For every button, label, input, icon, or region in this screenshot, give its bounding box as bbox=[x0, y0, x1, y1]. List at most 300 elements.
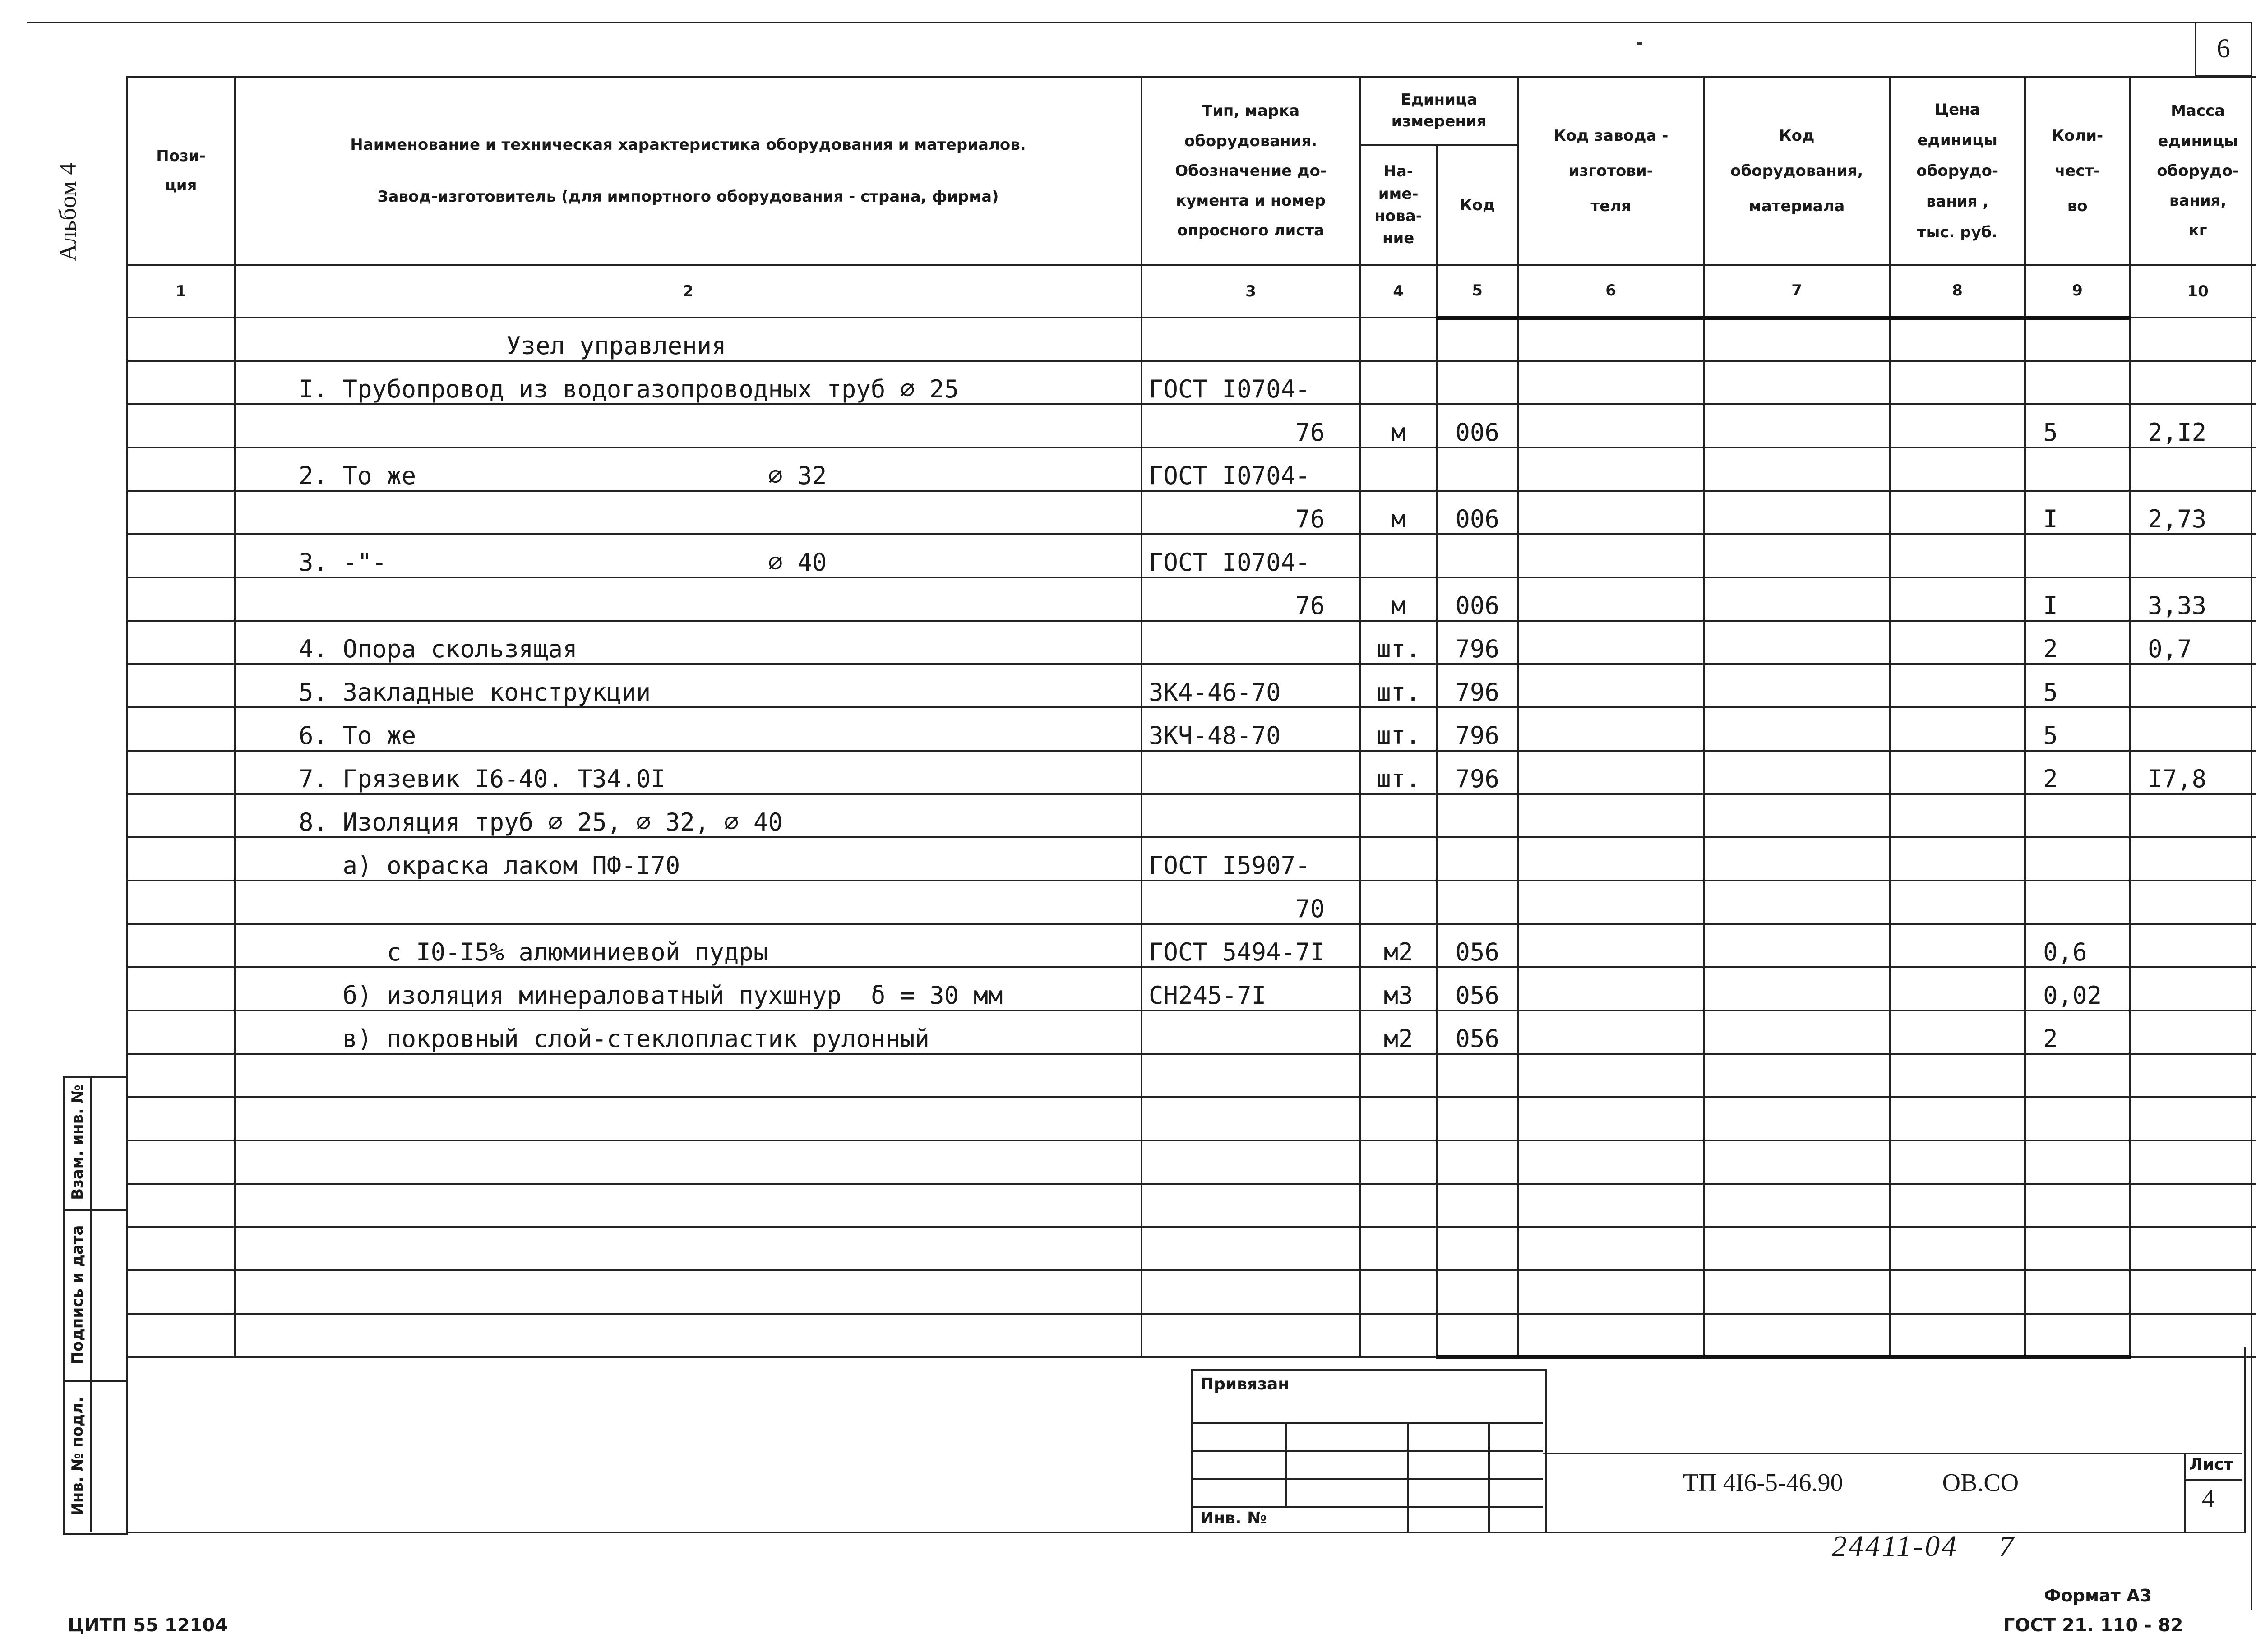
table-row bbox=[127, 1270, 2256, 1314]
cell-unit: м bbox=[1360, 491, 1437, 534]
handwritten-digit: 7 bbox=[1999, 1530, 2016, 1563]
cell-quantity: 2 bbox=[2025, 621, 2130, 664]
cell-mass bbox=[2130, 534, 2256, 577]
header-mass: Масса единицы оборудо- вания, кг bbox=[2130, 77, 2256, 265]
header-position: Пози- ция bbox=[127, 77, 235, 265]
header-factory-code: Код завода - изготови- теля bbox=[1518, 77, 1704, 265]
cell-equipment-code bbox=[1704, 1270, 1890, 1314]
cell-name bbox=[235, 881, 1142, 924]
privyazan-label: Привязан bbox=[1200, 1375, 1290, 1394]
cell-quantity bbox=[2025, 1140, 2130, 1184]
cell-price bbox=[1890, 794, 2025, 837]
cell-type bbox=[1142, 621, 1360, 664]
cell-name: 5. Закладные конструкции bbox=[235, 664, 1142, 707]
cell-mass bbox=[2130, 664, 2256, 707]
cell-type: ЗКЧ-48-70 bbox=[1142, 707, 1360, 751]
cell-name bbox=[235, 404, 1142, 448]
col-number-8: 8 bbox=[1890, 265, 2025, 318]
header-price: Цена единицы оборудо- вания , тыс. руб. bbox=[1890, 77, 2025, 265]
cell-type: ГОСТ 5494-7I bbox=[1142, 924, 1360, 967]
cell-quantity bbox=[2025, 534, 2130, 577]
cell-price bbox=[1890, 1140, 2025, 1184]
cell-unit: м bbox=[1360, 577, 1437, 621]
side-strip-line bbox=[63, 1209, 126, 1211]
table-row bbox=[127, 751, 2256, 794]
cell-equipment-code bbox=[1704, 1227, 1890, 1270]
cell-name: 6. То же bbox=[235, 707, 1142, 751]
cell-factory-code bbox=[1518, 1097, 1704, 1140]
cell-price bbox=[1890, 318, 2025, 361]
side-label-inv-podl: Инв. № подл. bbox=[69, 1397, 87, 1516]
cell-unit bbox=[1360, 1227, 1437, 1270]
table-row bbox=[127, 448, 2256, 491]
cell-unit-code: 056 bbox=[1437, 1011, 1518, 1054]
cell-equipment-code bbox=[1704, 707, 1890, 751]
cell-unit: шт. bbox=[1360, 707, 1437, 751]
cell-unit bbox=[1360, 1270, 1437, 1314]
cell-type bbox=[1142, 1227, 1360, 1270]
cell-unit: шт. bbox=[1360, 664, 1437, 707]
cell-name: Узел управления bbox=[235, 318, 1142, 361]
cell-position bbox=[127, 1011, 235, 1054]
cell-mass bbox=[2130, 1227, 2256, 1270]
cell-factory-code bbox=[1518, 707, 1704, 751]
sheet-label: Лист bbox=[2189, 1455, 2233, 1474]
side-strip-divider bbox=[90, 1076, 92, 1532]
cell-type bbox=[1142, 1011, 1360, 1054]
table-row bbox=[127, 1184, 2256, 1227]
cell-factory-code bbox=[1518, 881, 1704, 924]
cell-factory-code bbox=[1518, 448, 1704, 491]
side-label-podpis: Подпись и дата bbox=[69, 1225, 87, 1365]
cell-unit-code: 006 bbox=[1437, 491, 1518, 534]
cell-type: 76 bbox=[1142, 491, 1360, 534]
cell-quantity bbox=[2025, 1184, 2130, 1227]
cell-quantity bbox=[2025, 1227, 2130, 1270]
cell-mass bbox=[2130, 1011, 2256, 1054]
cell-factory-code bbox=[1518, 1140, 1704, 1184]
col-number-1: 1 bbox=[127, 265, 235, 318]
cell-price bbox=[1890, 751, 2025, 794]
cell-unit-code bbox=[1437, 1140, 1518, 1184]
cell-quantity: 0,6 bbox=[2025, 924, 2130, 967]
sheet-number: 6 bbox=[2195, 22, 2251, 77]
gost-label: ГОСТ 21. 110 - 82 bbox=[2003, 1615, 2183, 1636]
cell-price bbox=[1890, 967, 2025, 1011]
table-row bbox=[127, 837, 2256, 881]
cell-unit-code: 006 bbox=[1437, 577, 1518, 621]
col-number-10: 10 bbox=[2130, 265, 2256, 318]
cell-factory-code bbox=[1518, 794, 1704, 837]
cell-unit: м bbox=[1360, 404, 1437, 448]
cell-position bbox=[127, 318, 235, 361]
cell-unit bbox=[1360, 318, 1437, 361]
cell-mass bbox=[2130, 881, 2256, 924]
cell-position bbox=[127, 534, 235, 577]
cell-equipment-code bbox=[1704, 924, 1890, 967]
table-row bbox=[127, 361, 2256, 404]
cell-mass bbox=[2130, 448, 2256, 491]
cell-price bbox=[1890, 577, 2025, 621]
cell-name bbox=[235, 1227, 1142, 1270]
header-unit: Единица измерения bbox=[1360, 77, 1518, 145]
header-unit-name: На- име- нова- ние bbox=[1360, 145, 1437, 265]
cell-type bbox=[1142, 751, 1360, 794]
cell-type bbox=[1142, 1140, 1360, 1184]
cell-name: I. Трубопровод из водогазопроводных труб ∅ 25 bbox=[235, 361, 1142, 404]
cell-position bbox=[127, 1054, 235, 1097]
privyazan-row-line bbox=[1191, 1450, 1543, 1452]
cell-price bbox=[1890, 1097, 2025, 1140]
cell-price bbox=[1890, 881, 2025, 924]
cell-unit-code: 056 bbox=[1437, 924, 1518, 967]
cell-unit-code bbox=[1437, 837, 1518, 881]
cell-equipment-code bbox=[1704, 491, 1890, 534]
cell-price bbox=[1890, 361, 2025, 404]
cell-factory-code bbox=[1518, 967, 1704, 1011]
document-code-suffix: ОВ.СО bbox=[1942, 1469, 2019, 1497]
cell-mass: 2,73 bbox=[2130, 491, 2256, 534]
cell-type bbox=[1142, 794, 1360, 837]
cell-position bbox=[127, 664, 235, 707]
cell-equipment-code bbox=[1704, 361, 1890, 404]
privyazan-row-line bbox=[1191, 1478, 1543, 1480]
cell-unit bbox=[1360, 448, 1437, 491]
cell-equipment-code bbox=[1704, 967, 1890, 1011]
col-number-5: 5 bbox=[1437, 265, 1518, 318]
cell-unit-code bbox=[1437, 448, 1518, 491]
inv-number-label: Инв. № bbox=[1200, 1509, 1267, 1527]
privyazan-row-line bbox=[1191, 1506, 1543, 1508]
cell-quantity bbox=[2025, 361, 2130, 404]
cell-position bbox=[127, 751, 235, 794]
cell-unit-code bbox=[1437, 1227, 1518, 1270]
table-row bbox=[127, 924, 2256, 967]
cell-equipment-code bbox=[1704, 1011, 1890, 1054]
cell-name: 8. Изоляция труб ∅ 25, ∅ 32, ∅ 40 bbox=[235, 794, 1142, 837]
header-type: Тип, марка оборудования. Обозначение до- кумента и номер опросного листа bbox=[1142, 77, 1360, 265]
cell-mass bbox=[2130, 1140, 2256, 1184]
sheet-number-value: 4 bbox=[2202, 1485, 2214, 1513]
cell-price bbox=[1890, 1011, 2025, 1054]
cell-name: б) изоляция минераловатный пухшнур δ = 30 мм bbox=[235, 967, 1142, 1011]
table-row bbox=[127, 318, 2256, 361]
cell-unit bbox=[1360, 1097, 1437, 1140]
cell-unit: м2 bbox=[1360, 1011, 1437, 1054]
cell-unit-code bbox=[1437, 1097, 1518, 1140]
header-name bbox=[235, 77, 1142, 265]
header-unit-code: Код bbox=[1437, 145, 1518, 265]
cell-name: 2. То же ∅ 32 bbox=[235, 448, 1142, 491]
cell-unit-code bbox=[1437, 1184, 1518, 1227]
table-row bbox=[127, 1140, 2256, 1184]
cell-mass bbox=[2130, 924, 2256, 967]
cell-equipment-code bbox=[1704, 577, 1890, 621]
table-row bbox=[127, 664, 2256, 707]
cell-quantity bbox=[2025, 794, 2130, 837]
cell-name bbox=[235, 491, 1142, 534]
cell-mass bbox=[2130, 794, 2256, 837]
cell-position bbox=[127, 621, 235, 664]
cell-position bbox=[127, 707, 235, 751]
cell-quantity: I bbox=[2025, 577, 2130, 621]
header-equipment-code: Код оборудования, материала bbox=[1704, 77, 1890, 265]
cell-name bbox=[235, 1270, 1142, 1314]
album-label: Альбом 4 bbox=[54, 162, 81, 262]
cell-factory-code bbox=[1518, 924, 1704, 967]
cell-unit-code: 796 bbox=[1437, 751, 1518, 794]
header-name-line2: Завод-изготовитель (для импортного оборудования - страна, фирма) bbox=[377, 188, 999, 206]
cell-type bbox=[1142, 1097, 1360, 1140]
cell-unit bbox=[1360, 1184, 1437, 1227]
speck-mark bbox=[1637, 42, 1642, 45]
cell-quantity: 0,02 bbox=[2025, 967, 2130, 1011]
format-label: Формат А3 bbox=[2044, 1586, 2152, 1606]
cell-quantity: I bbox=[2025, 491, 2130, 534]
col-number-3: 3 bbox=[1142, 265, 1360, 318]
document-code-main: ТП 4I6-5-46.90 bbox=[1683, 1469, 1843, 1497]
cell-unit bbox=[1360, 1140, 1437, 1184]
table-row bbox=[127, 1097, 2256, 1140]
cell-equipment-code bbox=[1704, 621, 1890, 664]
cell-unit-code bbox=[1437, 881, 1518, 924]
cell-price bbox=[1890, 1227, 2025, 1270]
cell-unit-code: 056 bbox=[1437, 967, 1518, 1011]
cell-quantity: 5 bbox=[2025, 404, 2130, 448]
cell-equipment-code bbox=[1704, 1097, 1890, 1140]
cell-position bbox=[127, 1097, 235, 1140]
cell-mass bbox=[2130, 707, 2256, 751]
cell-equipment-code bbox=[1704, 794, 1890, 837]
cell-price bbox=[1890, 404, 2025, 448]
cell-name bbox=[235, 577, 1142, 621]
cell-factory-code bbox=[1518, 751, 1704, 794]
cell-position bbox=[127, 404, 235, 448]
cell-position bbox=[127, 577, 235, 621]
cell-type: 76 bbox=[1142, 404, 1360, 448]
cell-factory-code bbox=[1518, 1054, 1704, 1097]
col-number-7: 7 bbox=[1704, 265, 1890, 318]
cell-unit-code: 006 bbox=[1437, 404, 1518, 448]
cell-price bbox=[1890, 1184, 2025, 1227]
table-row bbox=[127, 577, 2256, 621]
sheet-box-line bbox=[2184, 1479, 2242, 1481]
cell-quantity bbox=[2025, 1270, 2130, 1314]
cell-unit-code: 796 bbox=[1437, 707, 1518, 751]
cell-equipment-code bbox=[1704, 318, 1890, 361]
cell-factory-code bbox=[1518, 534, 1704, 577]
cell-mass: I7,8 bbox=[2130, 751, 2256, 794]
cell-type bbox=[1142, 1270, 1360, 1314]
cell-unit-code bbox=[1437, 361, 1518, 404]
cell-price bbox=[1890, 621, 2025, 664]
cell-factory-code bbox=[1518, 1184, 1704, 1227]
cell-type: ГОСТ I5907- bbox=[1142, 837, 1360, 881]
col-number-6: 6 bbox=[1518, 265, 1704, 318]
cell-type: ГОСТ I0704- bbox=[1142, 361, 1360, 404]
table-body bbox=[127, 318, 2256, 1357]
cell-mass bbox=[2130, 1054, 2256, 1097]
cell-position bbox=[127, 361, 235, 404]
col-number-9: 9 bbox=[2025, 265, 2130, 318]
cell-price bbox=[1890, 1054, 2025, 1097]
cell-mass: 2,I2 bbox=[2130, 404, 2256, 448]
cell-unit-code bbox=[1437, 534, 1518, 577]
cell-position bbox=[127, 1227, 235, 1270]
stamp-top-line bbox=[1543, 1453, 2242, 1454]
cell-factory-code bbox=[1518, 361, 1704, 404]
cell-position bbox=[127, 794, 235, 837]
side-label-vzam: Взам. инв. № bbox=[69, 1084, 87, 1200]
cell-quantity bbox=[2025, 1054, 2130, 1097]
table-row bbox=[127, 1011, 2256, 1054]
table-row bbox=[127, 707, 2256, 751]
cell-mass bbox=[2130, 318, 2256, 361]
cell-name: с I0-I5% алюминиевой пудры bbox=[235, 924, 1142, 967]
cell-factory-code bbox=[1518, 1270, 1704, 1314]
table-row bbox=[127, 794, 2256, 837]
cell-name bbox=[235, 1097, 1142, 1140]
cell-mass: 0,7 bbox=[2130, 621, 2256, 664]
cell-unit bbox=[1360, 794, 1437, 837]
cell-position bbox=[127, 491, 235, 534]
cell-factory-code bbox=[1518, 577, 1704, 621]
header-quantity: Коли- чест- во bbox=[2025, 77, 2130, 265]
side-strip-line bbox=[63, 1380, 126, 1382]
cell-position bbox=[127, 1270, 235, 1314]
cell-unit-code bbox=[1437, 1054, 1518, 1097]
cell-factory-code bbox=[1518, 621, 1704, 664]
cell-unit: м3 bbox=[1360, 967, 1437, 1011]
cell-quantity bbox=[2025, 837, 2130, 881]
cell-position bbox=[127, 448, 235, 491]
cell-quantity bbox=[2025, 1097, 2130, 1140]
title-block-area bbox=[126, 1347, 2246, 1533]
cell-unit bbox=[1360, 534, 1437, 577]
citp-label: ЦИТП 55 12104 bbox=[68, 1615, 228, 1636]
cell-factory-code bbox=[1518, 664, 1704, 707]
cell-mass bbox=[2130, 967, 2256, 1011]
cell-quantity bbox=[2025, 881, 2130, 924]
cell-unit-code bbox=[1437, 1270, 1518, 1314]
privyazan-col-line bbox=[1285, 1422, 1287, 1506]
cell-unit bbox=[1360, 881, 1437, 924]
table-row bbox=[127, 1227, 2256, 1270]
cell-equipment-code bbox=[1704, 534, 1890, 577]
cell-quantity: 5 bbox=[2025, 664, 2130, 707]
cell-name bbox=[235, 1054, 1142, 1097]
cell-equipment-code bbox=[1704, 837, 1890, 881]
handwritten-code: 24411-04 bbox=[1832, 1530, 1959, 1563]
cell-unit bbox=[1360, 361, 1437, 404]
cell-name: 7. Грязевик I6-40. Т34.0I bbox=[235, 751, 1142, 794]
cell-name: 3. -"- ∅ 40 bbox=[235, 534, 1142, 577]
cell-quantity: 5 bbox=[2025, 707, 2130, 751]
cell-equipment-code bbox=[1704, 1140, 1890, 1184]
cell-mass: 3,33 bbox=[2130, 577, 2256, 621]
cell-quantity bbox=[2025, 318, 2130, 361]
cell-position bbox=[127, 837, 235, 881]
cell-price bbox=[1890, 924, 2025, 967]
cell-type: ГОСТ I0704- bbox=[1142, 534, 1360, 577]
cell-name bbox=[235, 1184, 1142, 1227]
cell-position bbox=[127, 1140, 235, 1184]
cell-position bbox=[127, 881, 235, 924]
cell-price bbox=[1890, 707, 2025, 751]
cell-price bbox=[1890, 448, 2025, 491]
cell-equipment-code bbox=[1704, 448, 1890, 491]
table-row bbox=[127, 1054, 2256, 1097]
cell-factory-code bbox=[1518, 318, 1704, 361]
cell-price bbox=[1890, 534, 2025, 577]
cell-position bbox=[127, 924, 235, 967]
privyazan-row-line bbox=[1191, 1422, 1543, 1424]
cell-type: СН245-7I bbox=[1142, 967, 1360, 1011]
frame-top-line bbox=[27, 22, 2251, 23]
cell-type bbox=[1142, 318, 1360, 361]
table-row bbox=[127, 404, 2256, 448]
cell-type: 70 bbox=[1142, 881, 1360, 924]
table-row bbox=[127, 491, 2256, 534]
cell-unit bbox=[1360, 837, 1437, 881]
col-number-2: 2 bbox=[235, 265, 1142, 318]
cell-mass bbox=[2130, 1097, 2256, 1140]
cell-unit: шт. bbox=[1360, 751, 1437, 794]
header-name-line1: Наименование и техническая характеристика оборудования и материалов. bbox=[350, 136, 1026, 154]
cell-position bbox=[127, 1184, 235, 1227]
cell-equipment-code bbox=[1704, 1054, 1890, 1097]
cell-equipment-code bbox=[1704, 751, 1890, 794]
cell-unit-code: 796 bbox=[1437, 621, 1518, 664]
cell-unit bbox=[1360, 1054, 1437, 1097]
table-row bbox=[127, 534, 2256, 577]
cell-equipment-code bbox=[1704, 881, 1890, 924]
cell-type: ГОСТ I0704- bbox=[1142, 448, 1360, 491]
cell-factory-code bbox=[1518, 837, 1704, 881]
cell-mass bbox=[2130, 837, 2256, 881]
cell-price bbox=[1890, 1270, 2025, 1314]
cell-factory-code bbox=[1518, 1227, 1704, 1270]
cell-price bbox=[1890, 837, 2025, 881]
document-code bbox=[1683, 1468, 2019, 1497]
cell-mass bbox=[2130, 1270, 2256, 1314]
cell-equipment-code bbox=[1704, 404, 1890, 448]
cell-name: в) покровный слой-стеклопластик рулонный bbox=[235, 1011, 1142, 1054]
cell-type: 76 bbox=[1142, 577, 1360, 621]
cell-price bbox=[1890, 491, 2025, 534]
cell-name: 4. Опора скользящая bbox=[235, 621, 1142, 664]
cell-unit-code bbox=[1437, 318, 1518, 361]
privyazan-col-line bbox=[1488, 1422, 1490, 1532]
handwritten-number bbox=[1832, 1529, 2016, 1564]
cell-price bbox=[1890, 664, 2025, 707]
cell-position bbox=[127, 967, 235, 1011]
cell-equipment-code bbox=[1704, 1184, 1890, 1227]
cell-type bbox=[1142, 1184, 1360, 1227]
cell-name: а) окраска лаком ПФ-I70 bbox=[235, 837, 1142, 881]
cell-name bbox=[235, 1140, 1142, 1184]
cell-factory-code bbox=[1518, 491, 1704, 534]
cell-type: ЗК4-46-70 bbox=[1142, 664, 1360, 707]
cell-unit: м2 bbox=[1360, 924, 1437, 967]
col-number-4: 4 bbox=[1360, 265, 1437, 318]
cell-quantity bbox=[2025, 448, 2130, 491]
cell-equipment-code bbox=[1704, 664, 1890, 707]
table-row bbox=[127, 967, 2256, 1011]
table-row bbox=[127, 621, 2256, 664]
cell-quantity: 2 bbox=[2025, 751, 2130, 794]
cell-type bbox=[1142, 1054, 1360, 1097]
